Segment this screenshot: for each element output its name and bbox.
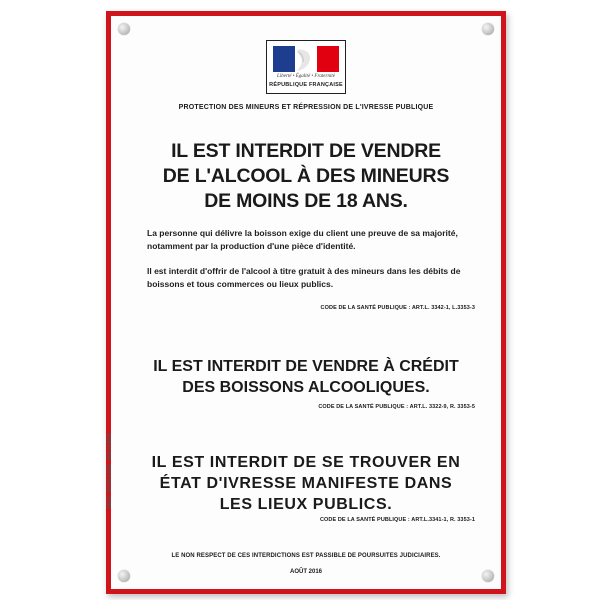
printer-side-reference: SEDI - 30700 UZÈS - Réf.104830 (107, 433, 113, 509)
heading-drunkenness-line: LES LIEUX PUBLICS. (219, 496, 393, 513)
paragraph-proof-of-age: La personne qui délivre la boisson exige du client une preuve de sa majorité, notamment par la production d'une pièce d'identité. (147, 228, 458, 251)
heading-credit-line: IL EST INTERDIT DE VENDRE À CRÉDIT (153, 358, 459, 375)
marianne-flag-icon (273, 46, 339, 72)
legal-reference-minors: CODE DE LA SANTÉ PUBLIQUE : ART.L. 3342-1, L.3353-3 (320, 305, 475, 311)
sign-header: PROTECTION DES MINEURS ET RÉPRESSION DE L'IVRESSE PUBLIQUE (178, 104, 434, 111)
heading-drunkenness-line: IL EST INTERDIT DE SE TROUVER EN (151, 454, 461, 471)
heading-drunkenness-line: ÉTAT D'IVRESSE MANIFESTE DANS (159, 475, 453, 492)
footer-warning: LE NON RESPECT DE CES INTERDICTIONS EST PASSIBLE DE POURSUITES JUDICIAIRES. (171, 553, 441, 559)
heading-minors-line: IL EST INTERDIT DE VENDRE (171, 140, 441, 162)
screw-top-right (482, 23, 494, 35)
heading-minors-line: DE L'ALCOOL À DES MINEURS (162, 165, 450, 187)
heading-credit-line: DES BOISSONS ALCOOLIQUES. (182, 379, 430, 396)
heading-minors-line: DE MOINS DE 18 ANS. (204, 190, 408, 212)
paragraph-free-alcohol: Il est interdit d'offrir de l'alcool à titre gratuit à des mineurs dans les débits de boissons et tous commerces ou lieux publics. (147, 266, 461, 289)
heading-public-drunkenness (131, 452, 481, 515)
sign-panel (106, 11, 506, 594)
heading-minors (131, 139, 481, 214)
heading-credit-sales (131, 356, 481, 398)
legal-reference-drunkenness: CODE DE LA SANTÉ PUBLIQUE : ART.L.3341-1, R. 3353-1 (319, 517, 475, 523)
logo-republique-francaise: RÉPUBLIQUE FRANÇAISE (269, 82, 343, 88)
screw-top-left (118, 23, 130, 35)
logo-motto: Liberté • Égalité • Fraternité (277, 74, 335, 79)
republique-francaise-logo (266, 40, 346, 94)
sign-date: AOÛT 2016 (289, 569, 322, 575)
legal-reference-credit: CODE DE LA SANTÉ PUBLIQUE : ART.L. 3322-9, R. 3353-5 (318, 404, 475, 410)
